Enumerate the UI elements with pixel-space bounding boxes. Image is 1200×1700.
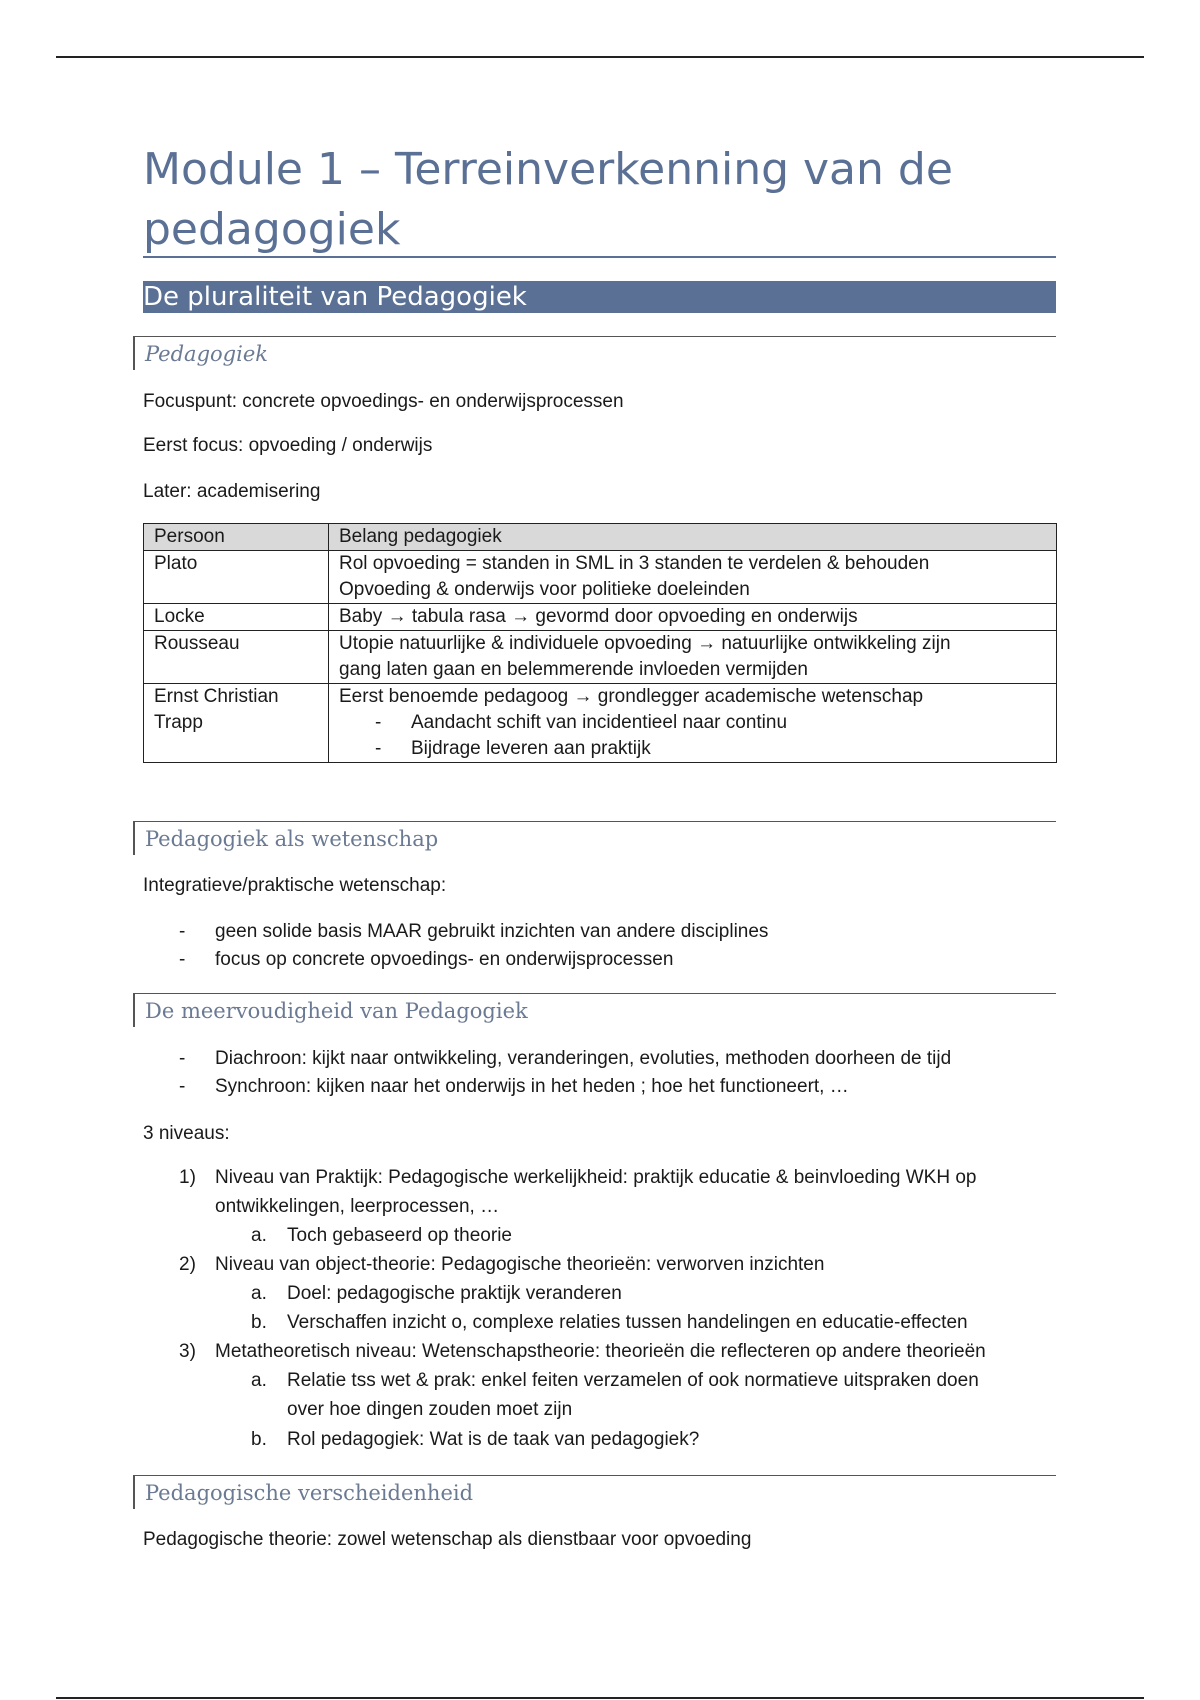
item-text: Niveau van object-theorie: Pedagogische theorieën: verworven inzichten [215,1254,825,1275]
cell-line: Rol opvoeding = standen in SML in 3 standen te verdelen & behouden [339,553,930,574]
cell-persoon: Plato [144,551,329,604]
item-text: Rol pedagogiek: Wat is de taak van pedagogiek? [287,1429,700,1450]
numbered-item [179,1166,976,1190]
table-header-row [144,524,1057,551]
subheading-text: Pedagogische verscheidenheid [145,1481,474,1505]
item-text: Niveau van Praktijk: Pedagogische werkelijkheid: praktijk educatie & beinvloeding WKH op [215,1167,977,1188]
subheading-text: Pedagogiek als wetenschap [145,827,439,851]
cell-line: Trapp [154,712,203,733]
item-text: Doel: pedagogische praktijk veranderen [287,1283,622,1304]
subheading-pedagogiek [133,336,1056,370]
cell-line: Utopie natuurlijke & individuele opvoeding → natuurlijke ontwikkeling zijn [339,633,951,654]
cell-persoon [144,684,329,763]
item-text: Verschaffen inzicht o, complexe relaties tussen handelingen en educatie-effecten [287,1312,968,1333]
item-text: Metatheoretisch niveau: Wetenschapstheorie: theorieën die reflecteren op andere theorieën [215,1341,986,1362]
subheading-meervoudigheid [133,993,1056,1027]
lettered-item [251,1369,979,1393]
cell-line: Opvoeding & onderwijs voor politieke doeleinden [339,579,750,600]
dash-marker: - [179,949,186,970]
cell-line: Eerst benoemde pedagoog → grondlegger academische wetenschap [339,686,924,707]
dash-marker: - [375,738,382,759]
lettered-item [251,1311,968,1335]
subheading-text: Pedagogiek [145,342,268,366]
list-letter: a. [251,1283,267,1304]
paragraph: Pedagogische theorie: zowel wetenschap als dienstbaar voor opvoeding [143,1529,752,1550]
cell-belang [329,551,1057,604]
item-text: Relatie tss wet & prak: enkel feiten verzamelen of ook normatieve uitspraken doen [287,1370,979,1391]
cell-belang [329,631,1057,684]
cell-persoon: Locke [144,604,329,631]
list-number: 1) [179,1167,196,1188]
dash-marker: - [179,1076,186,1097]
table-row [144,551,1057,604]
subheading-verscheidenheid [133,1475,1056,1509]
bullet-item [179,920,768,944]
list-number: 3) [179,1341,196,1362]
title-underline [143,256,1056,258]
cell-bullet [339,710,1046,736]
list-letter: a. [251,1370,267,1391]
dash-marker: - [375,712,382,733]
cell-bullet-text: Aandacht schift van incidentieel naar continu [411,712,788,733]
bullet-text: geen solide basis MAAR gebruikt inzichten van andere disciplines [215,921,769,942]
bullet-text: Synchroon: kijken naar het onderwijs in het heden ; hoe het functioneert, … [215,1076,849,1097]
lettered-item [251,1282,622,1306]
column-header-belang: Belang pedagogiek [329,524,1057,551]
cell-bullet [339,736,1046,762]
item-text: Toch gebaseerd op theorie [287,1225,512,1246]
subheading-text: De meervoudigheid van Pedagogiek [145,999,528,1023]
lettered-item [251,1428,699,1452]
bullet-text: focus op concrete opvoedings- en onderwijsprocessen [215,949,674,970]
bullet-item [179,948,673,972]
cell-persoon: Rousseau [144,631,329,684]
table-row [144,631,1057,684]
bullet-text: Diachroon: kijkt naar ontwikkeling, veranderingen, evoluties, methoden doorheen de tijd [215,1048,952,1069]
list-number: 2) [179,1254,196,1275]
dash-marker: - [179,921,186,942]
paragraph: Focuspunt: concrete opvoedings- en onderwijsprocessen [143,391,624,412]
item-continuation: over hoe dingen zouden moet zijn [287,1399,573,1420]
bullet-item [179,1047,951,1071]
table-row [144,684,1057,763]
page-top-rule [56,56,1144,58]
list-letter: a. [251,1225,267,1246]
cell-line: gang laten gaan en belemmerende invloeden vermijden [339,659,808,680]
list-letter: b. [251,1429,267,1450]
cell-bullet-text: Bijdrage leveren aan praktijk [411,738,651,759]
lettered-item [251,1224,512,1248]
paragraph: Later: academisering [143,481,321,502]
cell-line: Ernst Christian [154,686,279,707]
cell-belang [329,604,1057,631]
table-row [144,604,1057,631]
column-header-persoon: Persoon [144,524,329,551]
numbered-item [179,1253,824,1277]
numbered-item [179,1340,986,1364]
section-heading: De pluraliteit van Pedagogiek [143,281,1056,313]
cell-belang [329,684,1057,763]
subheading-wetenschap [133,821,1056,855]
dash-marker: - [179,1048,186,1069]
paragraph: Eerst focus: opvoeding / onderwijs [143,435,433,456]
item-continuation: ontwikkelingen, leerprocessen, … [215,1196,500,1217]
page-title: Module 1 – Terreinverkenning van de pedagogiek [143,144,953,255]
bullet-item [179,1075,849,1099]
paragraph: Integratieve/praktische wetenschap: [143,875,447,896]
persons-table [143,523,1057,763]
paragraph: 3 niveaus: [143,1123,230,1144]
cell-line: Baby → tabula rasa → gevormd door opvoeding en onderwijs [339,606,858,627]
page-bottom-rule [56,1697,1144,1699]
list-letter: b. [251,1312,267,1333]
